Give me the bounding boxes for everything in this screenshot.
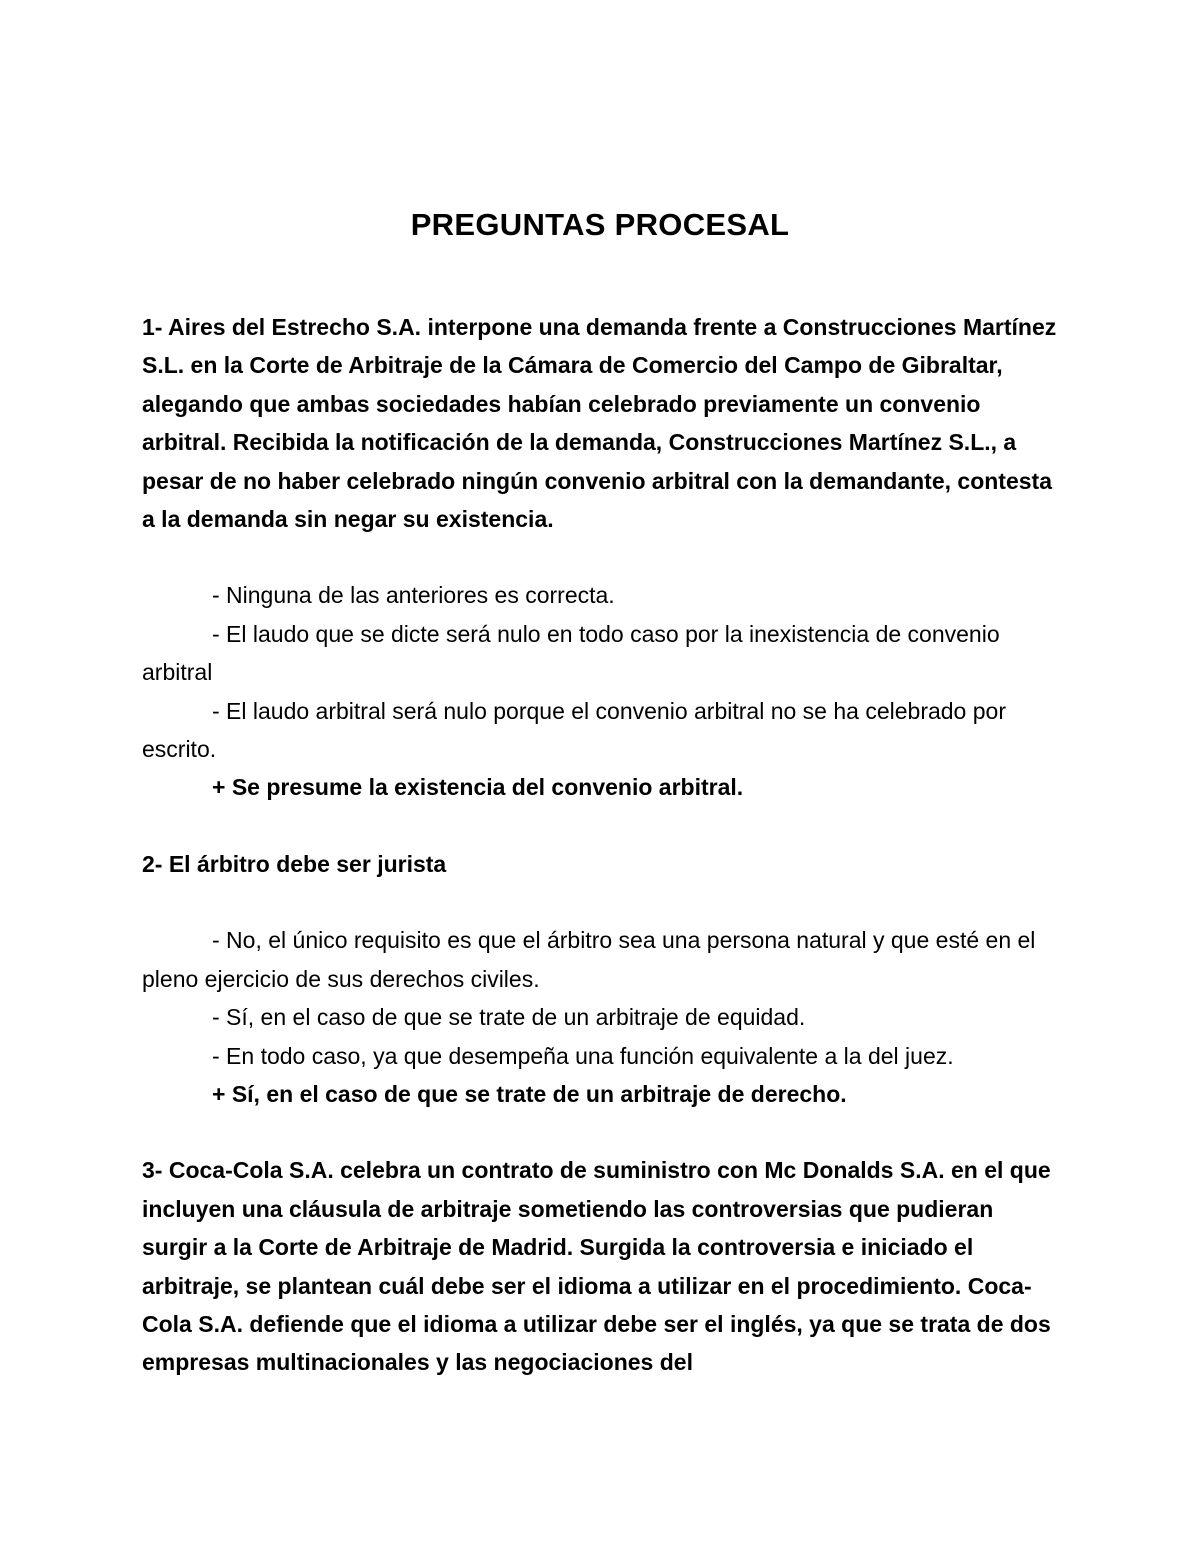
answer-option: - Sí, en el caso de que se trate de un arbitraje de equidad. <box>212 1004 806 1031</box>
answer-option: - No, el único requisito es que el árbitro sea una persona natural y que esté en el pleno ejercicio de sus derechos civiles. <box>142 927 1036 992</box>
question-1-options <box>142 576 1062 806</box>
correct-answer-option: + Se presume la existencia del convenio arbitral. <box>212 774 744 801</box>
question-1-text: 1- Aires del Estrecho S.A. interpone una demanda frente a Construcciones Martínez S.L. en la Corte de Arbitraje de la Cámara de Comercio del Campo de Gibraltar, alegando que ambas sociedades habían celebrado previamente un convenio arbitral. Recibida la notificación de la demanda, Construcciones Martínez S.L., a pesar de no haber celebrado ningún convenio arbitral con la demandante, contesta a la demanda sin negar su existencia. <box>142 314 1057 533</box>
question-2-options <box>142 921 1062 1113</box>
question-2-text: 2- El árbitro debe ser jurista <box>142 850 447 877</box>
correct-answer-option: + Sí, en el caso de que se trate de un arbitraje de derecho. <box>212 1080 847 1107</box>
answer-option: - El laudo que se dicte será nulo en todo caso por la inexistencia de convenio arbitral <box>142 620 1000 686</box>
document-title: PREGUNTAS PROCESAL <box>410 207 790 242</box>
answer-option: - En todo caso, ya que desempeña una función equivalente a la del juez. <box>212 1042 954 1069</box>
document-body <box>142 308 1062 1382</box>
answer-option: - Ninguna de las anteriores es correcta. <box>212 582 615 609</box>
answer-option: - El laudo arbitral será nulo porque el convenio arbitral no se ha celebrado por escrito. <box>142 697 1006 763</box>
question-3-text: 3- Coca-Cola S.A. celebra un contrato de suministro con Mc Donalds S.A. en el que incluyen una cláusula de arbitraje sometiendo las controversias que pudieran surgir a la Corte de Arbitraje de Madrid. Surgida la controversia e iniciado el arbitraje, se plantean cuál debe ser el idioma a utilizar en el procedimiento. Coca-Cola S.A. defiende que el idioma a utilizar debe ser el inglés, ya que se trata de dos empresas multinacionales y las negociaciones del <box>142 1157 1051 1376</box>
